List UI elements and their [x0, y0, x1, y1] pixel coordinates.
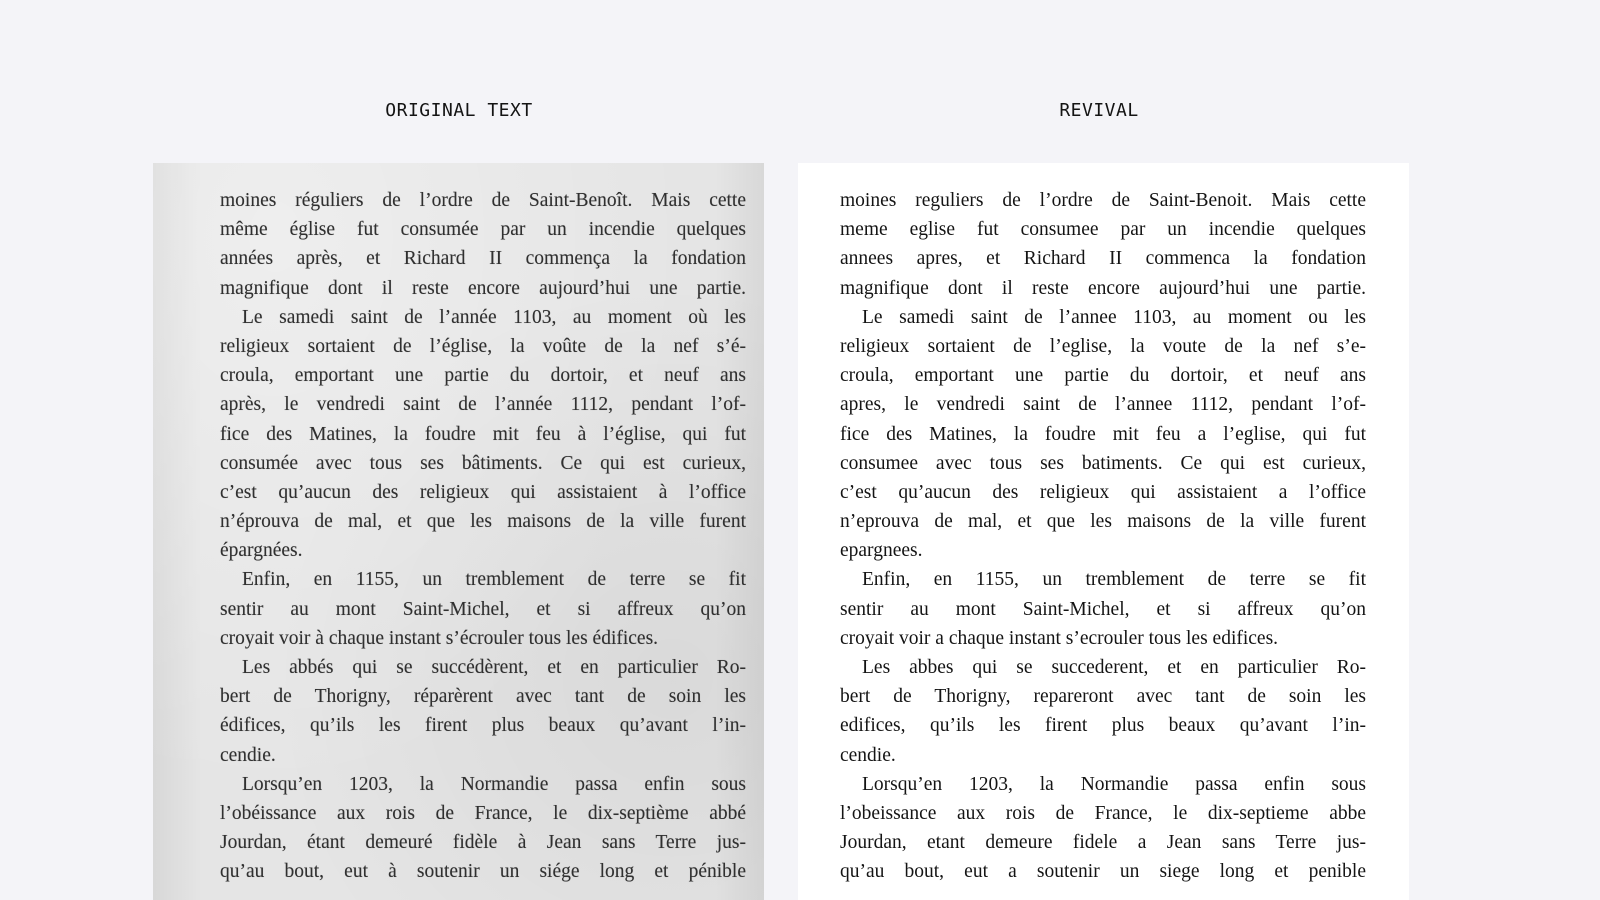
- revival-text-line: bert de Thorigny, repareront avec tant de soin les: [840, 686, 1366, 708]
- revival-panel: [798, 163, 1409, 900]
- revival-text-line: sentir au mont Saint-Michel, et si affreux qu’on: [840, 598, 1366, 620]
- original-text-line: épargnées.: [220, 540, 303, 562]
- original-text-line: religieux sortaient de l’église, la voûte de la nef s’é-: [220, 335, 746, 357]
- revival-text-line: apres, le vendredi saint de l’annee 1112, pendant l’of-: [840, 394, 1366, 416]
- revival-text-line: fice des Matines, la foudre mit feu a l’eglise, qui fut: [840, 423, 1366, 445]
- revival-text-body: [840, 186, 1366, 887]
- original-text-line: cendie.: [220, 744, 276, 766]
- original-text-line: même église fut consumée par un incendie quelques: [220, 219, 746, 241]
- original-text-line: après, le vendredi saint de l’année 1112, pendant l’of-: [220, 394, 746, 416]
- original-text-line: l’obéissance aux rois de France, le dix-septième abbé: [220, 802, 746, 824]
- revival-text-line: meme eglise fut consumee par un incendie quelques: [840, 219, 1366, 241]
- revival-text-line: qu’au bout, eut a soutenir un siege long et penible: [840, 861, 1366, 883]
- original-text-line: croyait voir à chaque instant s’écrouler tous les édifices.: [220, 627, 659, 649]
- original-text-line: fice des Matines, la foudre mit feu à l’église, qui fut: [220, 423, 746, 445]
- revival-text-line: religieux sortaient de l’eglise, la voute de la nef s’e-: [840, 335, 1366, 357]
- original-text-line: consumée avec tous ses bâtiments. Ce qui est curieux,: [220, 452, 746, 474]
- revival-text-line: Le samedi saint de l’annee 1103, au moment ou les: [862, 306, 1366, 328]
- original-text-heading: ORIGINAL TEXT: [385, 100, 533, 121]
- revival-text-line: consumee avec tous ses batiments. Ce qui est curieux,: [840, 452, 1366, 474]
- revival-text-line: Lorsqu’en 1203, la Normandie passa enfin sous: [862, 773, 1366, 795]
- revival-text-line: moines reguliers de l’ordre de Saint-Benoit. Mais cette: [840, 190, 1366, 211]
- revival-text-line: croula, emportant une partie du dortoir, et neuf ans: [840, 365, 1366, 387]
- revival-text-line: epargnees.: [840, 540, 923, 562]
- original-text-line: édifices, qu’ils les firent plus beaux qu’avant l’in-: [220, 715, 746, 737]
- revival-text-line: n’eprouva de mal, et que les maisons de la ville furent: [840, 511, 1366, 533]
- original-text-line: bert de Thorigny, réparèrent avec tant de soin les: [220, 686, 746, 708]
- original-text-line: Les abbés qui se succédèrent, et en particulier Ro-: [242, 657, 746, 678]
- original-text-body: [220, 186, 746, 887]
- original-text-line: qu’au bout, eut à soutenir un siége long et pénible: [220, 861, 746, 883]
- revival-text-line: cendie.: [840, 744, 896, 766]
- original-text-line: Jourdan, étant demeuré fidèle à Jean sans Terre jus-: [220, 832, 746, 854]
- original-text-line: n’éprouva de mal, et que les maisons de la ville furent: [220, 511, 746, 533]
- original-text-line: années après, et Richard II commença la fondation: [220, 248, 746, 270]
- original-text-line: magnifique dont il reste encore aujourd’hui une partie.: [220, 277, 746, 299]
- revival-text-line: Enfin, en 1155, un tremblement de terre se fit: [862, 569, 1366, 591]
- revival-heading: REVIVAL: [1059, 100, 1139, 121]
- original-text-line: Enfin, en 1155, un tremblement de terre se fit: [242, 569, 746, 591]
- original-text-line: sentir au mont Saint-Michel, et si affreux qu’on: [220, 598, 746, 620]
- revival-text-line: l’obeissance aux rois de France, le dix-septieme abbe: [840, 802, 1366, 824]
- revival-text-line: annees apres, et Richard II commenca la fondation: [840, 248, 1366, 270]
- revival-text-line: edifices, qu’ils les firent plus beaux qu’avant l’in-: [840, 715, 1366, 737]
- original-text-panel: [153, 163, 764, 900]
- revival-text-line: Les abbes qui se succederent, et en particulier Ro-: [862, 657, 1366, 678]
- original-text-line: Le samedi saint de l’année 1103, au moment où les: [242, 306, 746, 328]
- original-text-line: croula, emportant une partie du dortoir, et neuf ans: [220, 365, 746, 387]
- revival-text-line: Jourdan, etant demeure fidele a Jean sans Terre jus-: [840, 832, 1366, 854]
- revival-text-line: magnifique dont il reste encore aujourd’hui une partie.: [840, 277, 1366, 299]
- original-text-line: Lorsqu’en 1203, la Normandie passa enfin sous: [242, 773, 746, 795]
- original-text-line: moines réguliers de l’ordre de Saint-Benoît. Mais cette: [220, 190, 746, 211]
- revival-text-line: croyait voir a chaque instant s’ecrouler tous les edifices.: [840, 627, 1279, 649]
- revival-text-line: c’est qu’aucun des religieux qui assistaient a l’office: [840, 481, 1366, 503]
- original-text-line: c’est qu’aucun des religieux qui assistaient à l’office: [220, 481, 746, 503]
